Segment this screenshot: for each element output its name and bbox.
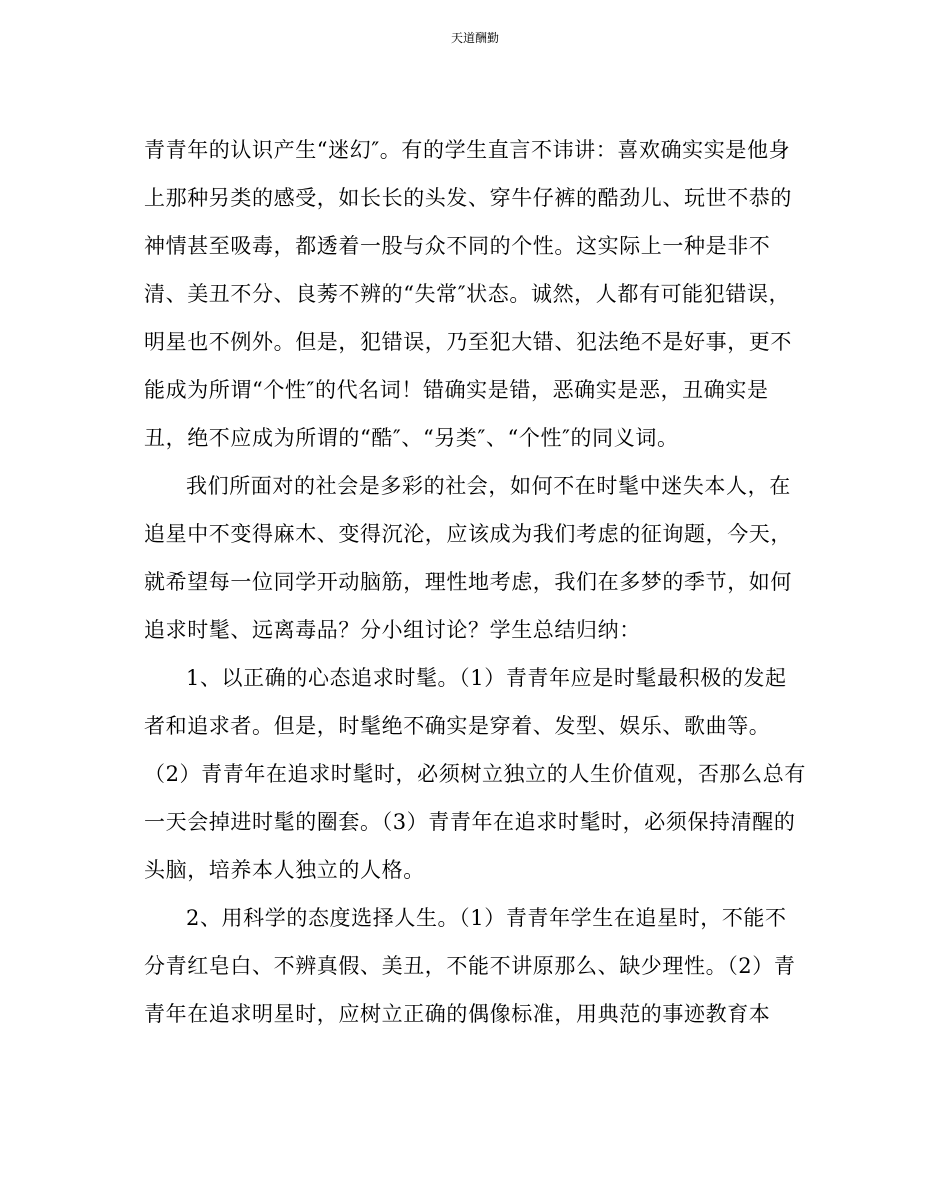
paragraph-first-line: 1、以正确的心态追求时髦。（1）青青年应是时髦最积极的发起 [186,666,787,690]
text-line: 追求时髦、远离毒品？分小组讨论？学生总结归纳： [144,618,641,642]
text-line: 就希望每一位同学开动脑筋，理性地考虑，我们在多梦的季节，如何 [144,570,792,594]
text-line: 上那种另类的感受，如长长的头发、穿牛仔裤的酷劲儿、玩世不恭的 [144,186,792,210]
text-line: 追星中不变得麻木、变得沉沦，应该成为我们考虑的征询题，今天， [144,522,792,546]
page-header: 天道酬勤 [450,31,499,45]
paragraph-first-line: 2、用科学的态度选择人生。（1）青青年学生在追星时，不能不 [186,906,787,930]
text-line: 青年在追求明星时，应树立正确的偶像标准，用典范的事迹教育本 [144,1002,771,1026]
document-body [144,126,808,1038]
text-line: 一天会掉进时髦的圈套。（3）青青年在追求时髦时，必须保持清醒的 [144,810,796,834]
text-line: 青青年的认识产生“迷幻″。有的学生直言不讳讲：喜欢确实实是他身 [144,138,791,162]
text-line: 明星也不例外。但是，犯错误，乃至犯大错、犯法绝不是好事，更不 [144,330,792,354]
text-line: 头脑，培养本人独立的人格。 [144,858,425,882]
text-line: 能成为所谓“个性″的代名词！错确实是错，恶确实是恶，丑确实是 [144,378,769,402]
text-line: 丑，绝不应成为所谓的“酷″、“另类″、“个性″的同义词。 [144,426,679,450]
text-line: （2）青青年在追求时髦时，必须树立独立的人生价值观，否那么总有 [144,762,806,786]
text-line: 神情甚至吸毒，都透着一股与众不同的个性。这实际上一种是非不 [144,234,771,258]
paragraph-first-line: 我们所面对的社会是多彩的社会，如何不在时髦中迷失本人，在 [186,474,791,498]
text-line: 清、美丑不分、良莠不辨的“失常″状态。诚然，人都有可能犯错误， [144,282,791,306]
text-line: 分青红皂白、不辨真假、美丑，不能不讲原那么、缺少理性。（2）青 [144,954,796,978]
text-line: 者和追求者。但是，时髦绝不确实是穿着、发型、娱乐、歌曲等。 [144,714,771,738]
